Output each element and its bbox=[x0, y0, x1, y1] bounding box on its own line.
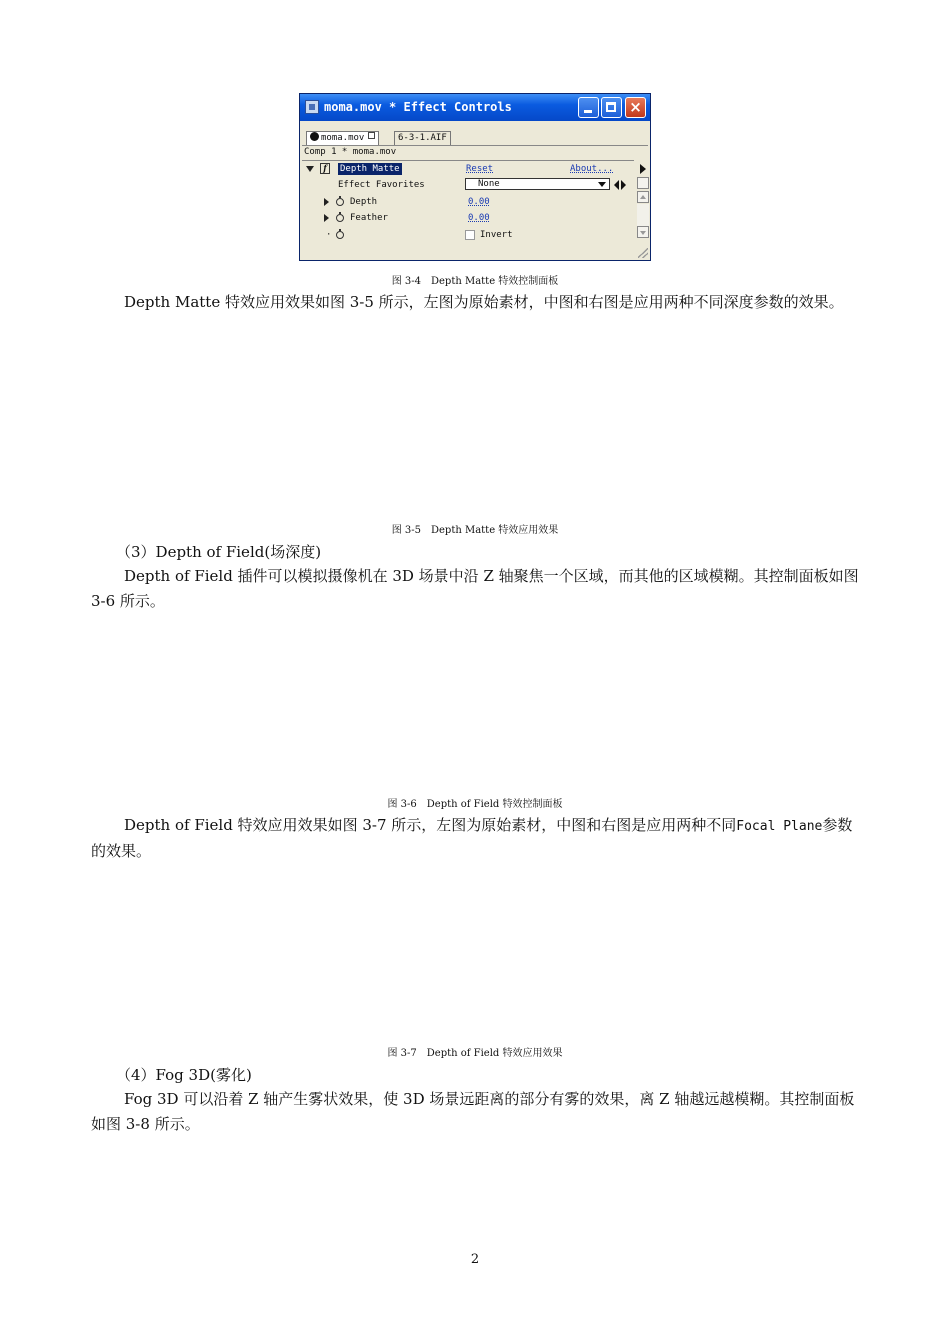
resize-grip-icon[interactable] bbox=[638, 248, 648, 258]
previous-favorite-icon[interactable] bbox=[614, 180, 619, 190]
effect-name[interactable]: Depth Matte bbox=[340, 164, 400, 174]
reset-link[interactable]: Reset bbox=[466, 164, 494, 174]
tab-bar bbox=[302, 123, 648, 146]
paragraph: Fog 3D 可以沿着 Z 轴产生雾状效果，使 3D 场景远距离的部分有雾的效果，离 Z 轴越远越模糊。其控制面板如图 3-8 所示。 bbox=[91, 1090, 855, 1133]
param-row-feather bbox=[302, 210, 634, 226]
window-title: moma.mov * Effect Controls bbox=[324, 100, 512, 114]
paragraph bbox=[91, 813, 860, 864]
bullet-icon: · bbox=[326, 230, 332, 240]
next-favorite-icon[interactable] bbox=[621, 180, 626, 190]
tab-audio-file[interactable] bbox=[394, 131, 451, 145]
comp-label: Comp 1 * moma.mov bbox=[304, 147, 397, 157]
code-term: Focal Plane bbox=[736, 819, 823, 834]
panel-menu-icon[interactable] bbox=[640, 164, 646, 174]
paragraph: Depth Matte 特效应用效果如图 3-5 所示，左图为原始素材，中图和右图是应用两种不同深度参数的效果。 bbox=[124, 293, 844, 311]
favorites-row bbox=[302, 177, 634, 193]
param-row-invert bbox=[302, 227, 634, 243]
scroll-track[interactable] bbox=[637, 204, 649, 226]
minimize-button[interactable] bbox=[578, 97, 599, 118]
close-icon: × bbox=[629, 98, 642, 116]
favorites-value: None bbox=[478, 179, 500, 189]
app-icon bbox=[305, 100, 319, 114]
effect-controls-window bbox=[299, 93, 651, 261]
tab-moma-mov[interactable] bbox=[306, 131, 379, 145]
paragraph: Depth of Field 插件可以模拟摄像机在 3D 场景中沿 Z 轴聚焦一个区域，而其他的区域模糊。其控制面板如图 3-6 所示。 bbox=[91, 567, 859, 610]
favorites-label: Effect Favorites bbox=[338, 180, 425, 190]
param-label: Feather bbox=[350, 213, 388, 223]
stopwatch-icon[interactable] bbox=[336, 231, 344, 239]
tab-label: moma.mov bbox=[321, 133, 365, 143]
stopwatch-icon[interactable] bbox=[336, 198, 344, 206]
param-row-depth bbox=[302, 194, 634, 210]
paragraph-text: Depth of Field 特效应用效果如图 3-7 所示，左图为原始素材，中图和右图是应用两种不同 bbox=[124, 816, 737, 834]
collapse-triangle-icon[interactable] bbox=[306, 166, 314, 172]
stopwatch-icon[interactable] bbox=[336, 214, 344, 222]
figure-caption: 图 3-7 Depth of Field 特效应用效果 bbox=[387, 1048, 563, 1059]
about-link[interactable]: About... bbox=[570, 164, 614, 174]
depth-value[interactable]: 0.00 bbox=[468, 197, 490, 207]
expand-triangle-icon[interactable] bbox=[324, 198, 329, 206]
tab-label: 6-3-1.AIF bbox=[398, 133, 447, 143]
section-heading: （4）Fog 3D(雾化) bbox=[116, 1066, 252, 1084]
footage-icon bbox=[310, 132, 319, 141]
invert-label: Invert bbox=[480, 230, 513, 240]
figure-caption: 图 3-6 Depth of Field 特效控制面板 bbox=[387, 799, 563, 810]
effect-row bbox=[302, 161, 634, 177]
panel-side bbox=[636, 160, 650, 244]
invert-checkbox[interactable] bbox=[465, 230, 475, 240]
fx-toggle-icon[interactable]: f bbox=[320, 163, 330, 174]
favorites-dropdown[interactable] bbox=[465, 178, 610, 190]
maximize-icon bbox=[606, 102, 616, 112]
expand-triangle-icon[interactable] bbox=[324, 214, 329, 222]
figure-caption: 图 3-5 Depth Matte 特效应用效果 bbox=[391, 525, 559, 536]
paragraph-text: 参数的效果。 bbox=[91, 816, 853, 860]
title-bar[interactable] bbox=[300, 94, 650, 121]
feather-value[interactable]: 0.00 bbox=[468, 213, 490, 223]
maximize-button[interactable] bbox=[601, 97, 622, 118]
chevron-down-icon bbox=[598, 182, 606, 187]
section-heading: （3）Depth of Field(场深度) bbox=[116, 543, 322, 561]
tab-close-icon[interactable] bbox=[368, 132, 375, 139]
scroll-up-button[interactable] bbox=[637, 191, 649, 203]
scroll-down-button[interactable] bbox=[637, 226, 649, 238]
favorites-apply-icon[interactable] bbox=[637, 177, 649, 189]
page-number: 2 bbox=[470, 1252, 480, 1267]
effect-panel bbox=[302, 160, 634, 245]
close-button[interactable] bbox=[625, 97, 646, 118]
figure-caption: 图 3-4 Depth Matte 特效控制面板 bbox=[391, 276, 559, 287]
param-label: Depth bbox=[350, 197, 378, 207]
minimize-icon bbox=[584, 110, 592, 113]
